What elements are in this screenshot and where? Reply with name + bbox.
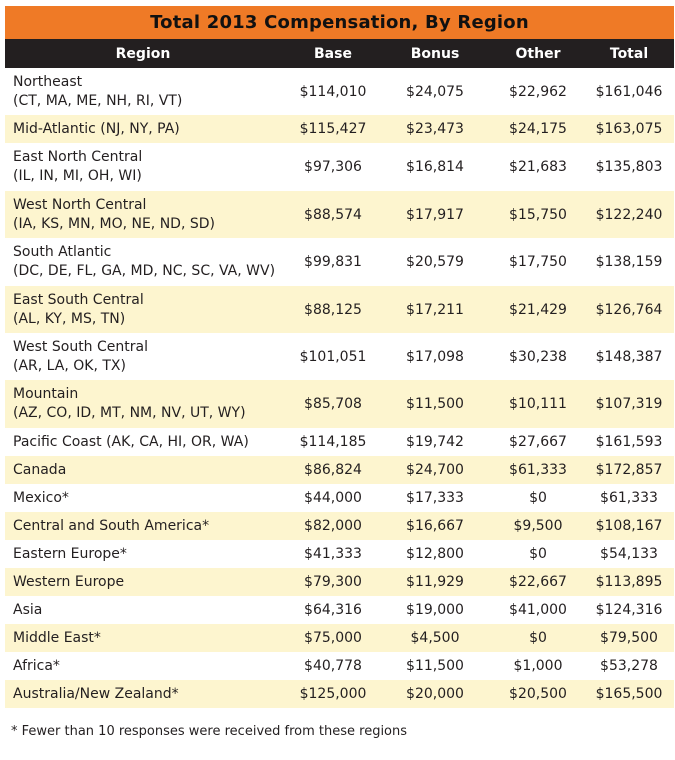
region-states: (AZ, CO, ID, MT, NM, NV, UT, WY) — [13, 405, 246, 421]
other-cell: $41,000 — [509, 602, 567, 618]
bonus-cell: $24,075 — [406, 83, 464, 100]
region-cell — [13, 680, 288, 708]
region-name: Western Europe — [13, 573, 125, 590]
region-cell — [13, 540, 288, 568]
bonus-cell: $20,579 — [406, 254, 464, 270]
other-cell: $22,667 — [509, 574, 567, 590]
region-states: (DC, DE, FL, GA, MD, NC, SC, VA, WV) — [13, 263, 276, 279]
other-cell: $27,667 — [509, 434, 567, 450]
table-row — [5, 238, 674, 286]
region-cell — [13, 484, 288, 512]
bonus-cell: $19,742 — [406, 434, 464, 450]
base-cell: $79,300 — [304, 574, 362, 590]
other-cell: $21,683 — [509, 159, 567, 175]
table-row — [5, 512, 674, 540]
region-cell — [13, 624, 288, 652]
region-cell — [13, 191, 288, 238]
region-name: West North Central — [13, 196, 147, 213]
other-cell: $1,000 — [513, 658, 563, 674]
bonus-cell: $11,500 — [406, 658, 464, 674]
other-cell: $9,500 — [513, 518, 563, 534]
region-name: South Atlantic — [13, 244, 112, 260]
base-cell: $115,427 — [299, 121, 367, 137]
base-cell: $41,333 — [304, 546, 362, 562]
region-name: Central and South America* — [13, 517, 210, 534]
base-cell: $101,051 — [299, 348, 367, 365]
total-cell: $79,500 — [600, 630, 658, 646]
region-name: East North Central — [13, 149, 143, 165]
region-cell — [13, 652, 288, 680]
other-cell: $30,238 — [509, 348, 567, 365]
total-cell: $135,803 — [595, 159, 663, 175]
other-cell: $20,500 — [509, 686, 567, 702]
region-cell — [13, 238, 288, 286]
total-cell: $124,316 — [595, 602, 663, 618]
base-cell: $88,574 — [304, 206, 362, 223]
region-name: Canada — [13, 461, 67, 478]
region-cell — [13, 143, 288, 191]
base-cell: $88,125 — [304, 301, 362, 318]
total-cell: $113,895 — [595, 574, 663, 590]
table-row — [5, 380, 674, 428]
header-other: Other — [515, 46, 561, 62]
table-row — [5, 484, 674, 512]
region-cell — [13, 286, 288, 333]
base-cell: $64,316 — [304, 602, 362, 618]
total-cell: $161,046 — [595, 83, 663, 100]
bonus-cell: $24,700 — [406, 462, 464, 478]
total-cell: $107,319 — [595, 396, 663, 412]
region-name: Middle East* — [13, 629, 101, 646]
total-cell: $54,133 — [600, 546, 658, 562]
region-states: (AR, LA, OK, TX) — [13, 357, 126, 374]
header-base: Base — [314, 46, 352, 62]
bonus-cell: $16,667 — [406, 518, 464, 534]
region-name: Australia/New Zealand* — [13, 685, 179, 702]
bonus-cell: $11,929 — [406, 574, 464, 590]
table-row — [5, 652, 674, 680]
region-cell — [13, 596, 288, 624]
region-cell — [13, 115, 288, 143]
bonus-cell: $20,000 — [406, 686, 464, 702]
total-cell: $163,075 — [595, 121, 663, 137]
base-cell: $44,000 — [304, 490, 362, 506]
bonus-cell: $16,814 — [406, 159, 464, 175]
region-cell — [13, 568, 288, 596]
base-cell: $99,831 — [304, 254, 362, 270]
bonus-cell: $17,211 — [406, 301, 464, 318]
region-cell — [13, 380, 288, 428]
region-name: Eastern Europe* — [13, 545, 127, 562]
table-row — [5, 333, 674, 380]
base-cell: $75,000 — [304, 630, 362, 646]
base-cell: $125,000 — [299, 686, 367, 702]
total-cell: $122,240 — [595, 206, 663, 223]
base-cell: $82,000 — [304, 518, 362, 534]
bonus-cell: $23,473 — [406, 121, 464, 137]
region-states: (CT, MA, ME, NH, RI, VT) — [13, 92, 183, 109]
table-header-row — [5, 39, 674, 68]
bonus-cell: $4,500 — [410, 630, 460, 646]
other-cell: $61,333 — [509, 462, 567, 478]
table-row — [5, 540, 674, 568]
table-row — [5, 456, 674, 484]
region-name: Mexico* — [13, 489, 69, 506]
region-name: West South Central — [13, 338, 148, 355]
table-row — [5, 68, 674, 115]
region-name: Africa* — [13, 657, 60, 674]
region-cell — [13, 512, 288, 540]
table-row — [5, 680, 674, 708]
other-cell: $0 — [529, 546, 547, 562]
footnote: * Fewer than 10 responses were received from these regions — [11, 724, 408, 739]
region-cell — [13, 333, 288, 380]
base-cell: $97,306 — [304, 159, 362, 175]
table-row — [5, 624, 674, 652]
total-cell: $61,333 — [600, 490, 658, 506]
total-cell: $108,167 — [595, 518, 663, 534]
base-cell: $86,824 — [304, 462, 362, 478]
table-row — [5, 191, 674, 238]
total-cell: $161,593 — [595, 434, 663, 450]
header-bonus: Bonus — [410, 46, 460, 62]
region-name: Mid-Atlantic (NJ, NY, PA) — [13, 120, 180, 137]
base-cell: $114,010 — [299, 83, 367, 100]
region-states: (AL, KY, MS, TN) — [13, 310, 126, 327]
region-cell — [13, 428, 288, 456]
bonus-cell: $17,333 — [406, 490, 464, 506]
table-row — [5, 286, 674, 333]
total-cell: $148,387 — [595, 348, 663, 365]
other-cell: $10,111 — [509, 396, 567, 412]
table-row — [5, 568, 674, 596]
other-cell: $0 — [529, 490, 547, 506]
table-title: Total 2013 Compensation, By Region — [5, 6, 674, 39]
bonus-cell: $12,800 — [406, 546, 464, 562]
base-cell: $40,778 — [304, 658, 362, 674]
total-cell: $172,857 — [595, 462, 663, 478]
total-cell: $126,764 — [595, 301, 663, 318]
region-cell — [13, 68, 288, 115]
table-row — [5, 596, 674, 624]
table-row — [5, 143, 674, 191]
other-cell: $15,750 — [509, 206, 567, 223]
other-cell: $21,429 — [509, 301, 567, 318]
total-cell: $165,500 — [595, 686, 663, 702]
region-name: Pacific Coast (AK, CA, HI, OR, WA) — [13, 433, 249, 450]
region-name: Mountain — [13, 386, 79, 402]
other-cell: $0 — [529, 630, 547, 646]
other-cell: $24,175 — [509, 121, 567, 137]
bonus-cell: $11,500 — [406, 396, 464, 412]
base-cell: $85,708 — [304, 396, 362, 412]
region-name: Asia — [13, 601, 43, 618]
table-row — [5, 115, 674, 143]
region-cell — [13, 456, 288, 484]
bonus-cell: $17,098 — [406, 348, 464, 365]
other-cell: $17,750 — [509, 254, 567, 270]
total-cell: $138,159 — [595, 254, 663, 270]
bonus-cell: $19,000 — [406, 602, 464, 618]
region-states: (IA, KS, MN, MO, NE, ND, SD) — [13, 215, 215, 232]
header-total: Total — [609, 46, 649, 62]
bonus-cell: $17,917 — [406, 206, 464, 223]
other-cell: $22,962 — [509, 83, 567, 100]
region-states: (IL, IN, MI, OH, WI) — [13, 168, 142, 184]
region-name: East South Central — [13, 291, 144, 308]
header-region: Region — [115, 46, 171, 62]
region-name: Northeast — [13, 73, 83, 90]
base-cell: $114,185 — [299, 434, 367, 450]
table-row — [5, 428, 674, 456]
total-cell: $53,278 — [600, 658, 658, 674]
